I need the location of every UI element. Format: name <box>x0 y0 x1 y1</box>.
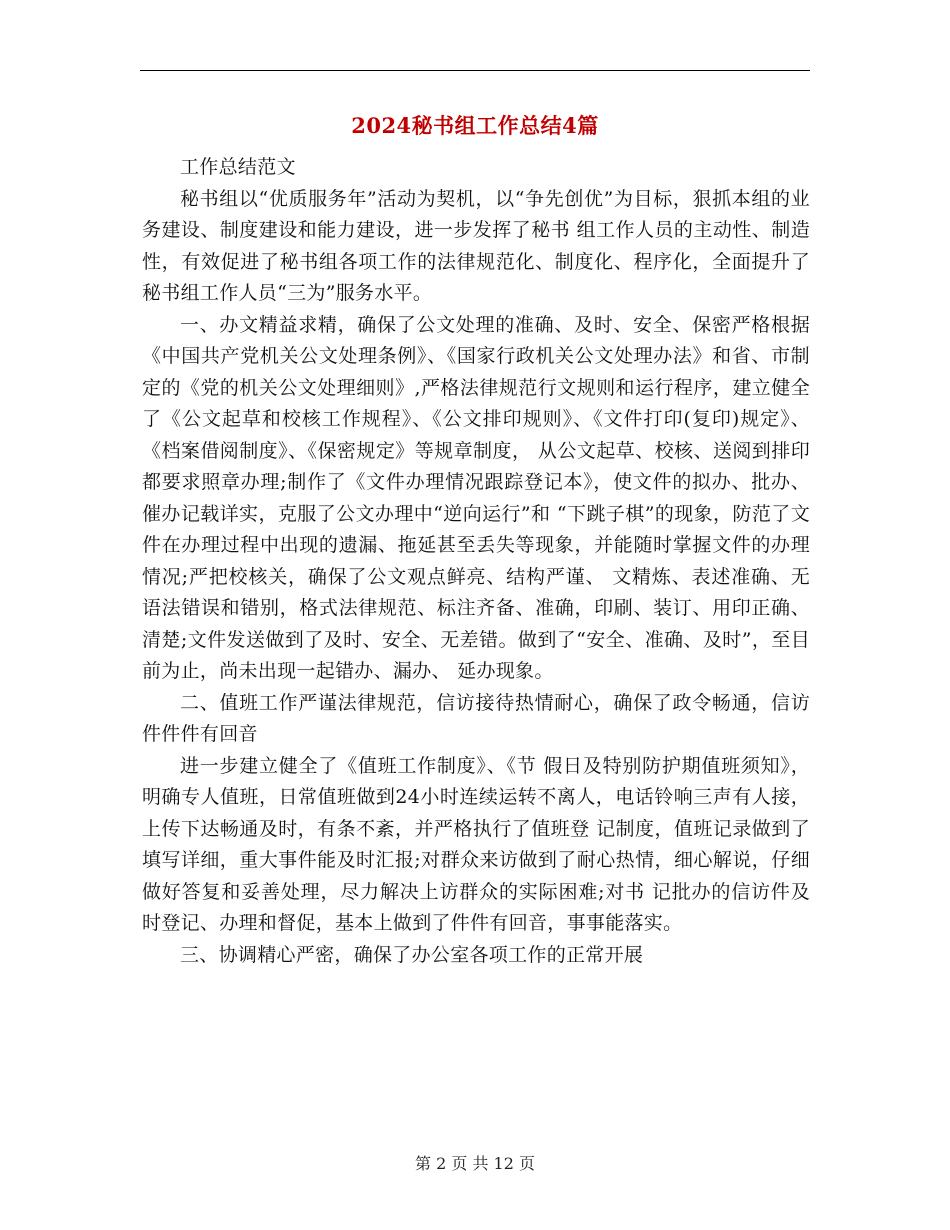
paragraph-subtitle: 工作总结范文 <box>180 156 296 178</box>
header-rule <box>140 70 810 71</box>
footer-prefix: 第 <box>414 1154 431 1173</box>
footer-total-pages: 12 <box>493 1154 514 1173</box>
document-title: 2024秘书组工作总结4篇 <box>351 113 599 138</box>
footer-middle: 页 共 <box>451 1154 489 1173</box>
footer-current-page: 2 <box>436 1154 447 1173</box>
paragraph-section-2-body: 进一步建立健全了《值班工作制度》、《节 假日及特别防护期值班须知》，明确专人值班，日常值班做到24小时连续运转不离人，电话铃响三声有人接，上传下达畅通及时，有条不紊，并严格执行了值班登 记制度，值班记录做到了填写详细，重大事件能及时汇报;对群众来访做到了耐心热情，细心解说，仔细做好答复和妥善处理，尽力解决上访群众的实际困难;对书 记批办的信访件及时登记、办理和督促，基本上做到了件件有回音，事事能落实。 <box>142 754 810 934</box>
footer-suffix: 页 <box>519 1154 536 1173</box>
document-body <box>142 152 810 971</box>
paragraph-section-2-heading: 二、值班工作严谨法律规范，信访接待热情耐心，确保了政令畅通，信访件件件有回音 <box>142 691 810 745</box>
page-footer <box>0 1152 950 1176</box>
paragraph-intro: 秘书组以“优质服务年”活动为契机，以“争先创优”为目标，狠抓本组的业务建设、制度建设和能力建设，进一步发挥了秘书 组工作人员的主动性、制造性，有效促进了秘书组各项工作的法律规范化、制度化、程序化，全面提升了秘书组工作人员“三为”服务水平。 <box>142 187 810 304</box>
paragraph-section-3-heading: 三、协调精心严密，确保了办公室各项工作的正常开展 <box>180 943 644 966</box>
paragraph-section-1: 一、办文精益求精，确保了公文处理的准确、及时、安全、保密严格根据《中国共产党机关公文处理条例》、《国家行政机关公文处理办法》和省、市制定的《党的机关公文处理细则》,严格法律规范行文规则和运行程序，建立健全了《公文起草和校核工作规程》、《公文排印规则》、《文件打印(复印)规定》、《档案借阅制度》、《保密规定》等规章制度， 从公文起草、校核、送阅到排印都要求照章办理;制作了《文件办理情况跟踪登记本》，使文件的拟办、批办、催办记载详实，克服了公文办理中“逆向运行”和 “下跳子棋”的现象，防范了文件在办理过程中出现的遗漏、拖延甚至丢失等现象，并能随时掌握文件的办理情况;严把校核关，确保了公文观点鲜亮、结构严谨、 文精炼、表述准确、无语法错误和错别，格式法律规范、标注齐备、准确，印刷、装订、用印正确、清楚;文件发送做到了及时、安全、无差错。做到了“安全、准确、及时”，至目前为止，尚未出现一起错办、漏办、 延办现象。 <box>142 313 810 682</box>
